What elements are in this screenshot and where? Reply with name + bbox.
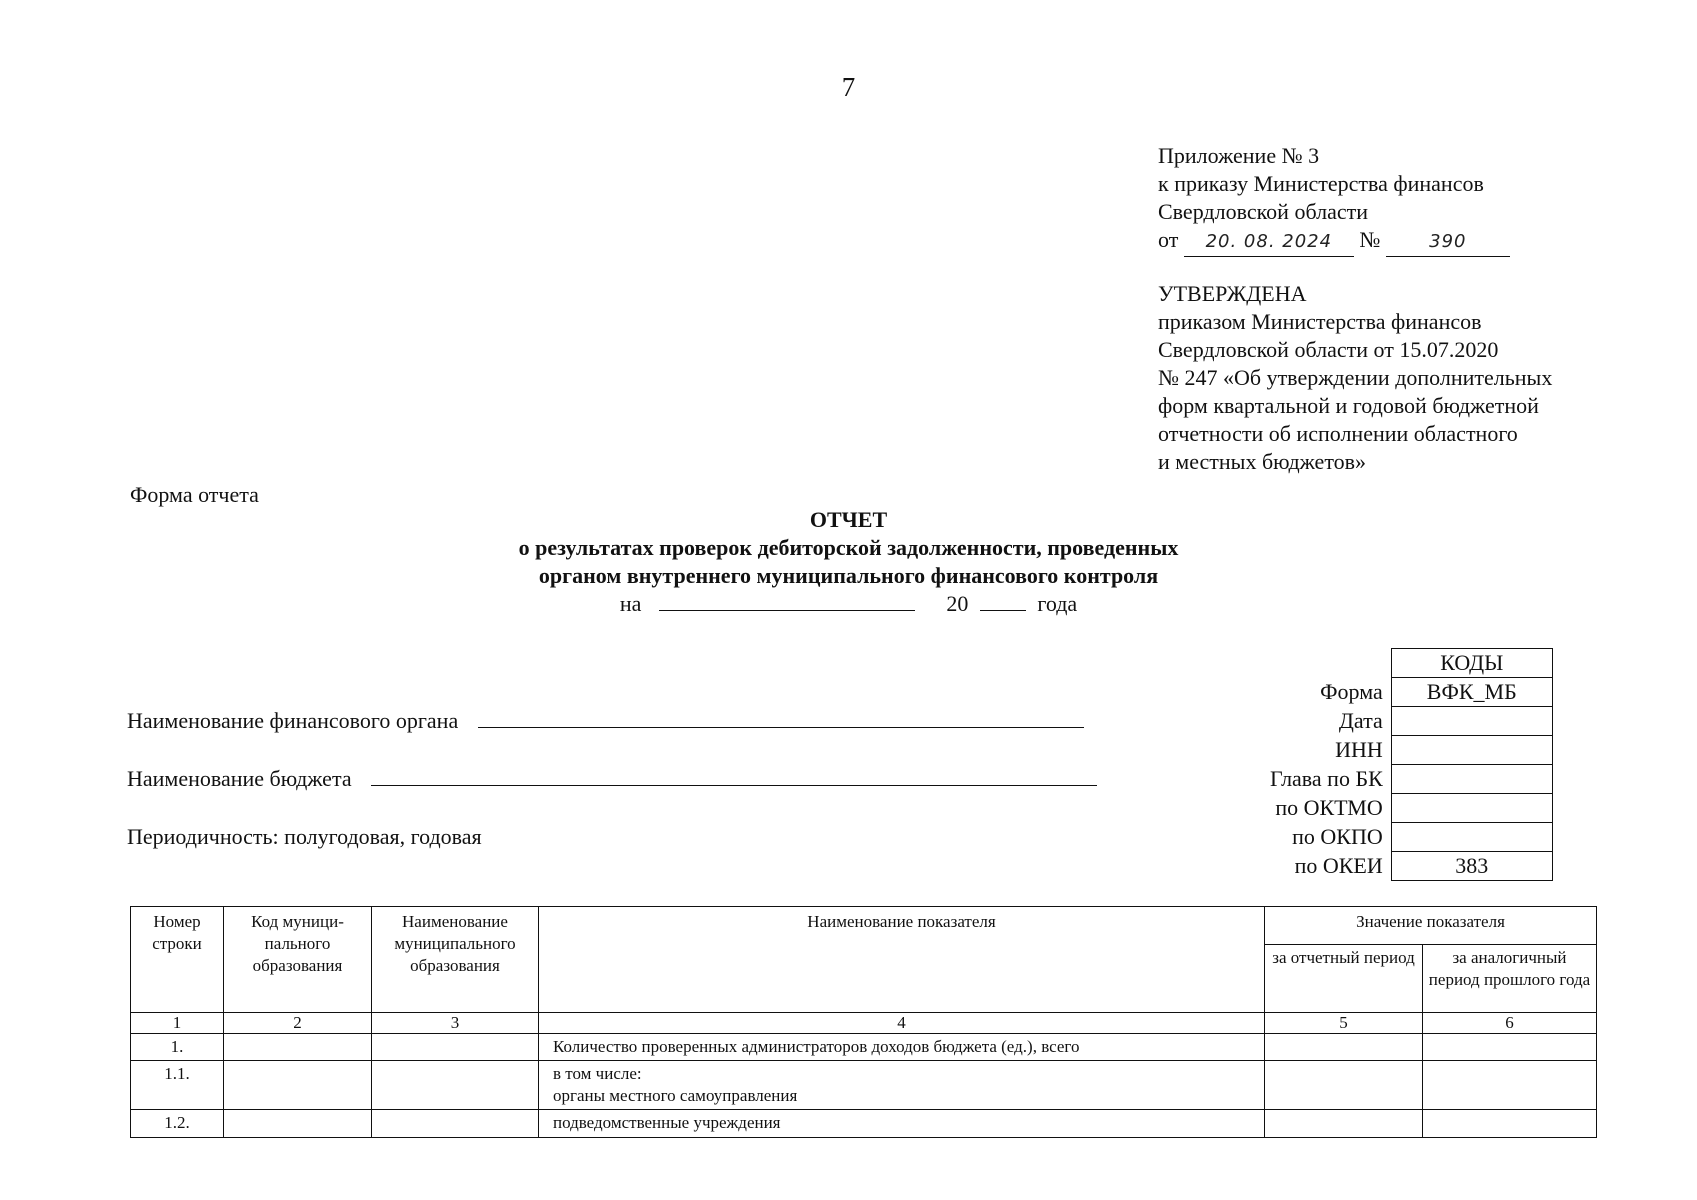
approved-line: № 247 «Об утверждении дополнительных: [1158, 365, 1553, 390]
row-number: 1.1.: [131, 1061, 224, 1110]
cell-indicator: Количество проверенных администраторов доходов бюджета (ед.), всего: [539, 1034, 1265, 1061]
cell-current-value[interactable]: [1265, 1110, 1423, 1138]
code-label-inn: ИНН: [1335, 737, 1383, 762]
row-number: 1.: [131, 1034, 224, 1061]
code-label-bk: Глава по БК: [1270, 766, 1383, 791]
annex-from-label: от: [1158, 227, 1179, 252]
table-row: [131, 1110, 1597, 1138]
code-value-bk[interactable]: [1391, 765, 1552, 794]
cell-mun-code[interactable]: [224, 1061, 372, 1110]
code-label-okei: по ОКЕИ: [1294, 853, 1383, 878]
approved-heading: УТВЕРЖДЕНА: [1158, 281, 1307, 306]
indicator-table: [130, 906, 1597, 1138]
approved-line: и местных бюджетов»: [1158, 449, 1367, 474]
col-number: 1: [131, 1013, 224, 1034]
code-value-okpo[interactable]: [1391, 823, 1552, 852]
cell-mun-name[interactable]: [372, 1034, 539, 1061]
code-label-date: Дата: [1338, 708, 1383, 733]
budget-blank[interactable]: [371, 767, 1097, 786]
header-previous-period: за аналогичный период прошлого года: [1423, 945, 1597, 1013]
report-date-line: [0, 590, 1697, 618]
approved-line: отчетности об исполнении областного: [1158, 421, 1518, 446]
code-value-oktmo[interactable]: [1391, 794, 1552, 823]
annex-number-sign: №: [1359, 227, 1381, 252]
report-year-prefix: 20: [946, 591, 969, 616]
periodicity-field: Периодичность: полугодовая, годовая: [127, 824, 482, 849]
cell-mun-name[interactable]: [372, 1061, 539, 1110]
cell-indicator: [539, 1061, 1265, 1110]
report-subtitle-2: органом внутреннего муниципального финансового контроля: [538, 563, 1159, 588]
header-current-period: за отчетный период: [1265, 945, 1423, 1013]
table-row: [131, 1061, 1597, 1110]
fin-org-blank[interactable]: [478, 709, 1084, 728]
report-year-suffix: года: [1037, 591, 1078, 616]
annex-region-line: Свердловской области: [1158, 199, 1368, 224]
indicator-line: органы местного самоуправления: [553, 1086, 798, 1105]
cell-current-value[interactable]: [1265, 1034, 1423, 1061]
cell-previous-value[interactable]: [1423, 1061, 1597, 1110]
code-value-inn[interactable]: [1391, 736, 1552, 765]
header-value: Значение показателя: [1265, 907, 1597, 945]
approved-line: форм квартальной и годовой бюджетной: [1158, 393, 1539, 418]
header-indicator: Наименование показателя: [539, 907, 1265, 1013]
col-number: 6: [1423, 1013, 1597, 1034]
report-subtitle-1: о результатах проверок дебиторской задолженности, проведенных: [518, 535, 1179, 560]
report-year-blank[interactable]: [980, 592, 1026, 611]
code-value-form: ВФК_МБ: [1391, 678, 1552, 707]
fin-org-field: [127, 708, 1084, 734]
col-number: 3: [372, 1013, 539, 1034]
code-label-form: Форма: [1320, 679, 1383, 704]
page-number: 7: [841, 72, 856, 102]
annex-order-line: к приказу Министерства финансов: [1158, 171, 1484, 196]
annex-date-line: [1158, 226, 1510, 257]
cell-mun-code[interactable]: [224, 1110, 372, 1138]
budget-field: [127, 766, 1097, 792]
annex-block: [1158, 142, 1510, 257]
approved-block: [1158, 280, 1552, 476]
cell-indicator: подведомственные учреждения: [539, 1110, 1265, 1138]
handwritten-number: 390: [1386, 228, 1510, 257]
col-number: 5: [1265, 1013, 1423, 1034]
codes-header: КОДЫ: [1391, 649, 1552, 678]
cell-mun-name[interactable]: [372, 1110, 539, 1138]
col-number: 4: [539, 1013, 1265, 1034]
indicator-line: в том числе:: [553, 1064, 642, 1083]
approved-line: приказом Министерства финансов: [1158, 309, 1482, 334]
table-row: [131, 1034, 1597, 1061]
cell-previous-value[interactable]: [1423, 1034, 1597, 1061]
report-heading: ОТЧЕТ: [809, 507, 888, 532]
header-mun-code: Код муници-пального образования: [224, 907, 372, 1013]
report-title-block: [0, 506, 1697, 618]
fin-org-label: Наименование финансового органа: [127, 708, 459, 733]
code-value-date[interactable]: [1391, 707, 1552, 736]
report-on-label: на: [619, 591, 642, 616]
form-label: Форма отчета: [130, 482, 259, 507]
col-number: 2: [224, 1013, 372, 1034]
header-mun-name: Наименование муниципального образования: [372, 907, 539, 1013]
codes-table: [1270, 648, 1553, 881]
code-label-oktmo: по ОКТМО: [1275, 795, 1383, 820]
handwritten-date: 20. 08. 2024: [1184, 228, 1354, 257]
cell-mun-code[interactable]: [224, 1034, 372, 1061]
approved-line: Свердловской области от 15.07.2020: [1158, 337, 1499, 362]
header-row-number: Номер строки: [131, 907, 224, 1013]
cell-previous-value[interactable]: [1423, 1110, 1597, 1138]
report-date-blank[interactable]: [659, 592, 915, 611]
code-label-okpo: по ОКПО: [1292, 824, 1383, 849]
code-value-okei: 383: [1391, 852, 1552, 881]
annex-title: Приложение № 3: [1158, 143, 1320, 168]
budget-label: Наименование бюджета: [127, 766, 352, 791]
row-number: 1.2.: [131, 1110, 224, 1138]
cell-current-value[interactable]: [1265, 1061, 1423, 1110]
